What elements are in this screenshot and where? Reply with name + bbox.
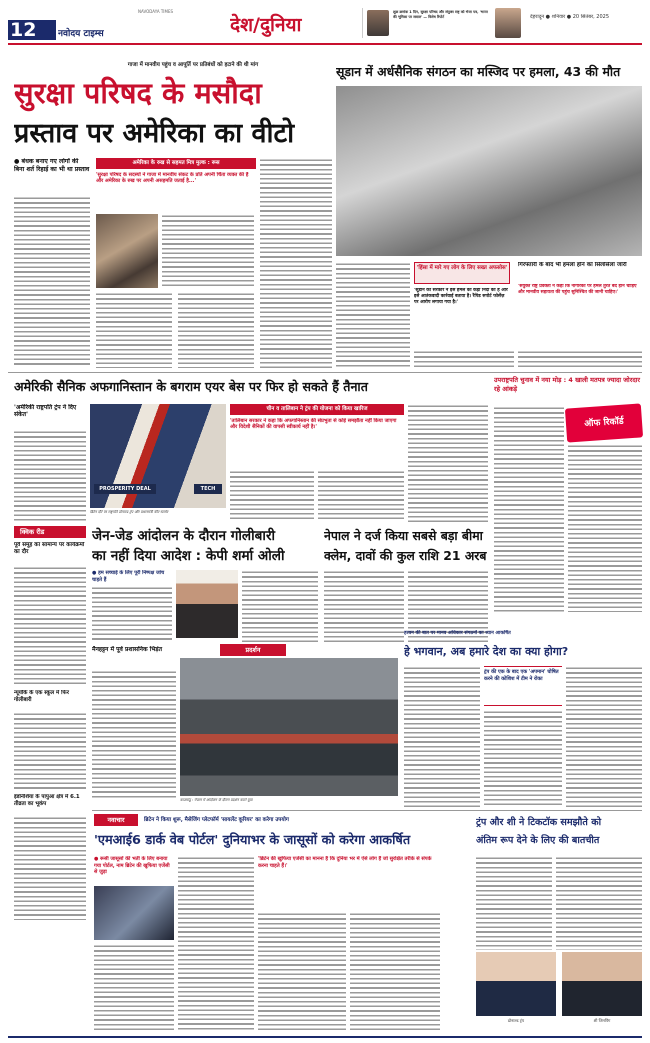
sudan-box1-text: 'सूडान की सरकार ने इस हमले की कड़ी निंदा की है और इसे आतंकवादी कार्रवाई बताया है। रैपिड सपोर्ट फोर्सेज़ पर आरोप लगाया गया है।' [414, 288, 508, 305]
gaza-quote: 'सुरक्षा परिषद के सदस्यों ने गाजा में मानवीय संकट के प्रति अपनी चिंता व्यक्त की है और अमेरिका के रुख पर अपनी असहमति जताई है...' [96, 172, 249, 185]
quick-read-item3-title: इंडोनेशिया के पापुआ क्षेत्र में 6.1 तीव्रता का भूकंप [14, 794, 80, 807]
page-header [0, 0, 650, 40]
xi-photo [562, 952, 642, 1016]
sudan-body-col2 [414, 350, 514, 368]
mi6-photo [94, 886, 174, 940]
oli-photo [176, 570, 238, 638]
mi6-body-col4 [350, 912, 440, 1032]
afghan-body-col2 [318, 470, 404, 522]
promo-portrait [495, 8, 521, 38]
paper-name: नवोदय टाइम्स [58, 29, 104, 38]
afghan-red-box-label: चीन व तालिबान ने ट्रंप की योजना को किया खारिज [266, 406, 368, 412]
manhattan-body [92, 670, 176, 800]
gaza-kicker: गाजा में मानवीय पहुंच व आपूर्ति पर प्रतिबंधों को हटाने की थी मांग [127, 62, 259, 68]
mi6-body-col3 [258, 912, 346, 1032]
afghan-photo-caption: ब्रिटेन दौरे पर राष्ट्रपति डोनाल्ड ट्रंप और प्रधानमंत्री कीर स्टार्मर [90, 510, 169, 514]
sudan-box1-title: 'हिंसा में मारे गए लोग के लिए सख्त अफसोस' [414, 262, 510, 284]
tiktok-body-col2 [556, 856, 642, 950]
insurance-headline-line2: क्लेम, दावों की कुल राशि 21 अरब [324, 548, 487, 563]
quick-read-item2-title: न्यूयॉर्क के एक स्कूल में फिर गोलीबारी [14, 690, 69, 703]
gaza-headline-line2: प्रस्ताव पर अमेरिका का वीटो [14, 118, 295, 149]
tiktok-body-col1 [476, 856, 552, 950]
rights-body-col1 [404, 666, 480, 808]
afghan-photo [90, 404, 226, 508]
sudan-box2-text: 'संयुक्त राष्ट्र प्रवक्ता ने कहा कि नागरिकों पर हमले तुरंत बंद होने चाहिए और मानवीय सहायता की पहुंच सुनिश्चित की जानी चाहिए।' [518, 284, 637, 295]
rights-body-col3 [566, 666, 642, 808]
vp-headline: उपराष्ट्रपति चुनाव में नया मोड़ : 4 खाली मतपत्र ज्यादा जोरदार रहे आंकड़े [494, 376, 640, 393]
gaza-body-col2 [178, 292, 254, 368]
sudan-body-col1 [336, 262, 410, 368]
promo-photo [367, 10, 389, 36]
promo-text: शुक्र क्रमांक 1 दिन, सुरक्षा परिषद और संयुक्त राष्ट्र को भेजा पत्र, 'भारत की भूमिका पर सवाल' — विशेष रिपोर्ट [393, 10, 488, 19]
mi6-body-col1 [94, 944, 174, 1032]
paper-sub: NAVODAYA TIMES [138, 9, 174, 14]
trump-caption: डोनाल्ड ट्रंप [507, 1018, 525, 1023]
sudan-body-col3 [518, 350, 642, 368]
afghan-body-col3 [408, 404, 488, 522]
section-title: देश/दुनिया [230, 14, 302, 36]
mi6-body-col2 [178, 856, 254, 1032]
mi6-quote: 'ब्रिटेन की खुफिया एजेंसी का मानना है कि दुनिया भर में ऐसे लोग हैं जो सुरक्षित तरीके से संपर्क करना चाहते हैं।' [258, 856, 432, 869]
protest-tag-label: प्रदर्शन [245, 646, 261, 654]
vp-badge [565, 403, 643, 442]
afghan-sidebar-body [14, 430, 86, 522]
gaza-headline-line1: सुरक्षा परिषद के मसौदा [14, 76, 262, 110]
oli-body-col2 [242, 570, 318, 642]
oli-subhead: ● हम सच्चाई के लिए पूरी निष्पक्ष जांच चाहते हैं [92, 570, 165, 583]
vp-badge-label: ऑफ रिकॉर्ड [584, 416, 624, 430]
insurance-body-col1 [324, 570, 404, 642]
protest-photo [180, 658, 398, 796]
divider-1 [8, 372, 642, 373]
oli-body-col1 [92, 586, 172, 642]
afghan-quote: 'तालिबान सरकार ने कहा कि अफगानिस्तान की संप्रभुता से कोई समझौता नहीं किया जाएगा और विदेशी सैनिकों की वापसी स्वीकार्य नहीं है।' [230, 418, 397, 431]
oli-headline-line1: जेन-जेड आंदोलन के दौरान गोलीबारी [92, 528, 276, 544]
page-number: 12 [10, 20, 36, 40]
rights-body-col2 [484, 710, 562, 808]
tiktok-headline-line2: अंतिम रूप देने के लिए की बातचीत [476, 835, 600, 846]
xi-caption: शी जिनपिंग [593, 1018, 611, 1023]
rights-kicker: हरवन की बात पर मानव अधिकार संगठनों का ध्यान आकर्षित [404, 631, 511, 636]
quick-read-item1-title: पूर्व समूह का सामान्य पर कार्यक्रमों का दौर [14, 542, 85, 555]
vp-body-col1 [494, 406, 564, 612]
sudan-headline: सूडान में अर्धसैनिक संगठन का मस्जिद पर हमला, 43 की मौत [336, 64, 621, 79]
rights-headline: हे भगवान, अब हमारे देश का क्या होगा? [404, 645, 569, 658]
sudan-photo [336, 86, 642, 256]
mi6-headline: 'एमआई6 डार्क वेब पोर्टल' दुनियाभर के जासूसों को करेगा आकर्षित [94, 833, 411, 848]
mi6-tag [94, 814, 138, 826]
gaza-red-box [96, 158, 256, 169]
footer-rule [8, 1036, 642, 1038]
protest-tag [220, 644, 286, 656]
header-rule [8, 43, 642, 45]
afghan-photo-banner-right: TECH [194, 484, 222, 494]
gaza-photo-side-text [162, 214, 254, 288]
trump-photo [476, 952, 556, 1016]
gaza-red-box-label: अमेरिका के रुख से सहमत मित्र मुल्क : रूस [132, 160, 220, 166]
gaza-body-col3 [260, 158, 332, 368]
rights-pullquote: ट्रंप की एक के बाद एक 'अपमान' घोषित करने की कोशिश में टीम ने रोका [484, 666, 562, 706]
afghan-sidebar-title: 'अमेरिकी राष्ट्रपति ट्रंप ने दिए संकेत' [14, 404, 77, 419]
manhattan-headline: मैनहट्टन में पूर्व प्रशासनिक भिड़ंत [92, 646, 163, 653]
quick-read-label [14, 526, 86, 538]
insurance-headline-line1: नेपाल ने दर्ज किया सबसे बड़ा बीमा [324, 528, 483, 543]
vp-body-col2 [568, 444, 642, 612]
quick-read-item1-body [14, 566, 86, 686]
quick-read-item3-body [14, 816, 86, 920]
gaza-sidebar-body [14, 196, 90, 368]
mi6-kicker: ब्रिटेन ने किया शुरू, मैसेजिंग प्लेटफॉर्म 'सायलेंट कूरियर' का करेगा उपयोग [144, 817, 289, 823]
afghan-photo-banner-left: PROSPERITY DEAL [94, 484, 156, 494]
afghan-body-col1 [230, 470, 314, 522]
gaza-photo [96, 214, 158, 288]
promo-box [362, 8, 492, 38]
tiktok-headline-line1: ट्रंप और शी ने टिकटॉक समझौते को [476, 817, 602, 828]
protest-photo-caption: काठमांडू : नेपाल में आंदोलन के दौरान प्रदर्शन करते युवा [180, 798, 253, 802]
divider-2 [92, 810, 642, 811]
dateline: देहरादून ● शनिवार ● 20 सितंबर, 2025 [530, 14, 610, 20]
oli-headline-line2: का नहीं दिया आदेश : केपी शर्मा ओली [92, 548, 285, 564]
quick-read-text: क्विक रीड [20, 528, 45, 536]
afghan-headline: अमेरिकी सैनिक अफगानिस्तान के बगराम एयर बेस पर फिर हो सकते हैं तैनात [14, 379, 368, 394]
sudan-box2-title: गिरफ्तारी के बाद भी हमला होने का सिलसिला जारी [518, 262, 627, 268]
mi6-subhead: ● रूसी जासूसों की भर्ती के लिए बनाया गया पोर्टल, नाम ब्रिटेन की खुफिया एजेंसी से जुड़ा [94, 856, 170, 876]
quick-read-item2-body [14, 712, 86, 792]
afghan-red-box [230, 404, 404, 415]
mi6-tag-label: नवाचार [107, 816, 125, 824]
gaza-body-col1 [96, 292, 172, 368]
gaza-sidebar-title: ● बंधक बनाए गए लोगों की बिना शर्त रिहाई का भी था प्रस्ताव [14, 158, 90, 173]
